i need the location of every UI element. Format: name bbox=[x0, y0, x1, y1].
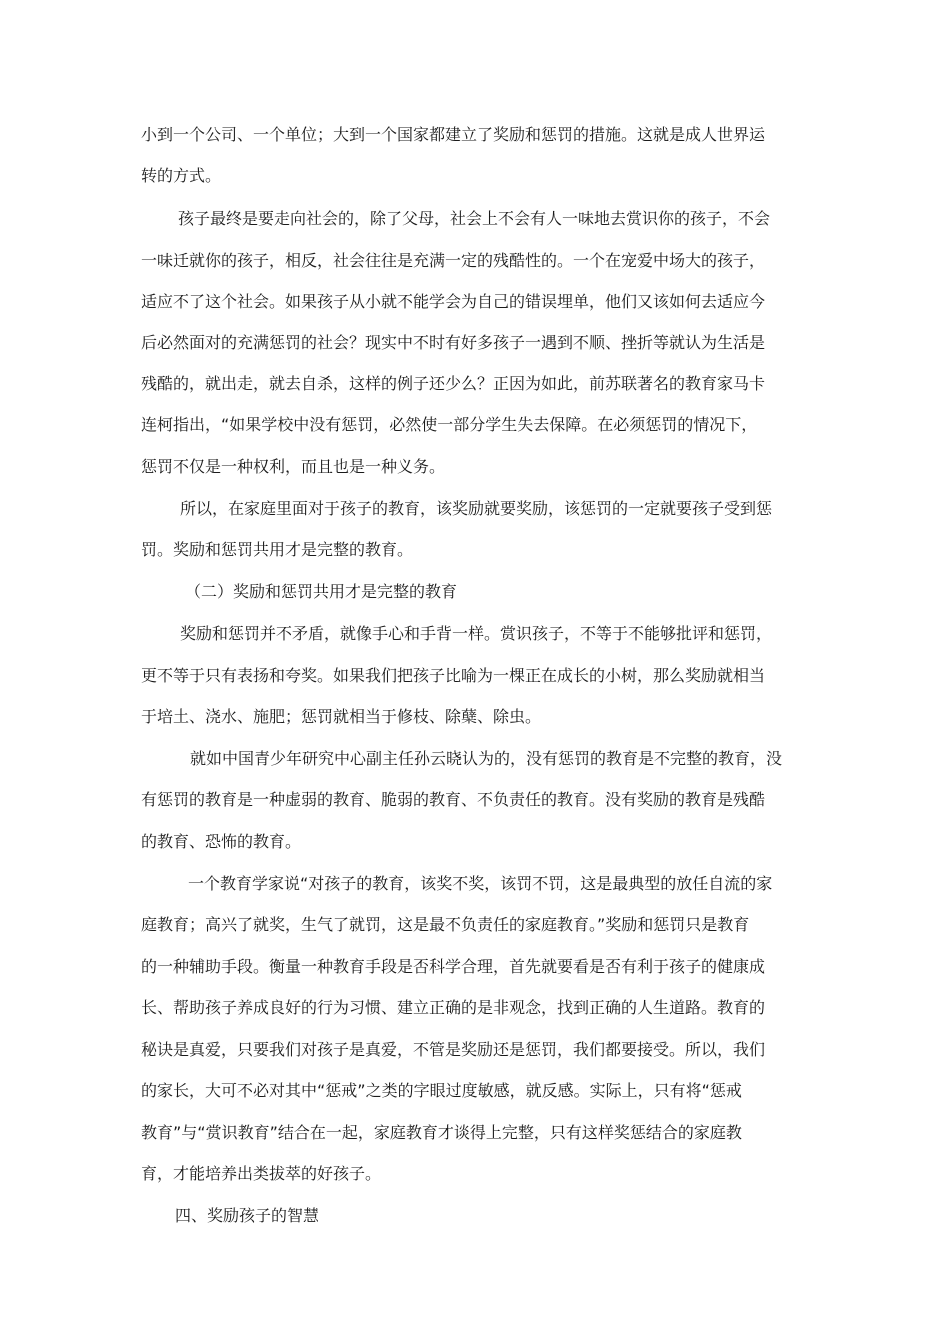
text-line: 庭教育；高兴了就奖，生气了就罚，这是最不负责任的家庭教育。”奖励和惩罚只是教育 bbox=[141, 915, 750, 934]
text-line: 小到一个公司、一个单位；大到一个国家都建立了奖励和惩罚的措施。这就是成人世界运 bbox=[141, 125, 766, 144]
text-line: 罚。奖励和惩罚共用才是完整的教育。 bbox=[141, 540, 414, 559]
text-line: 适应不了这个社会。如果孩子从小就不能学会为自己的错误埋单，他们又该如何去适应今 bbox=[141, 292, 766, 311]
text-line: 一个教育学家说“对孩子的教育，该奖不奖，该罚不罚，这是最典型的放任自流的家 bbox=[188, 874, 773, 893]
text-line: 连柯指出，“如果学校中没有惩罚，必然使一部分学生失去保障。在必须惩罚的情况下， bbox=[141, 415, 758, 434]
section-heading: 四、奖励孩子的智慧 bbox=[175, 1206, 320, 1225]
text-line: 的家长，大可不必对其中“惩戒”之类的字眼过度敏感，就反感。实际上，只有将“惩戒 bbox=[141, 1081, 742, 1100]
text-line: 长、帮助孩子养成良好的行为习惯、建立正确的是非观念，找到正确的人生道路。教育的 bbox=[141, 998, 766, 1017]
text-line: 更不等于只有表扬和夸奖。如果我们把孩子比喻为一棵正在成长的小树，那么奖励就相当 bbox=[141, 666, 766, 685]
text-line: 惩罚不仅是一种权利，而且也是一种义务。 bbox=[141, 457, 446, 476]
section-heading: （二）奖励和惩罚共用才是完整的教育 bbox=[185, 582, 458, 601]
text-line: 育，才能培养出类拔萃的好孩子。 bbox=[141, 1164, 382, 1183]
text-line: 教育”与“赏识教育”结合在一起，家庭教育才谈得上完整，只有这样奖惩结合的家庭教 bbox=[141, 1123, 742, 1142]
text-line: 一味迁就你的孩子，相反，社会往往是充满一定的残酷性的。一个在宠爱中场大的孩子， bbox=[141, 251, 766, 270]
text-line: 的教育、恐怖的教育。 bbox=[141, 832, 302, 851]
text-line: 于培土、浇水、施肥；惩罚就相当于修枝、除蘖、除虫。 bbox=[141, 707, 542, 726]
text-line: 所以，在家庭里面对于孩子的教育，该奖励就要奖励，该惩罚的一定就要孩子受到惩 bbox=[180, 499, 773, 518]
text-line: 转的方式。 bbox=[141, 166, 222, 185]
text-line: 就如中国青少年研究中心副主任孙云晓认为的，没有惩罚的教育是不完整的教育，没 bbox=[190, 749, 783, 768]
text-line: 残酷的，就出走，就去自杀，这样的例子还少么？正因为如此，前苏联著名的教育家马卡 bbox=[141, 374, 766, 393]
text-line: 秘诀是真爱，只要我们对孩子是真爱，不管是奖励还是惩罚，我们都要接受。所以，我们 bbox=[141, 1040, 766, 1059]
text-line: 的一种辅助手段。衡量一种教育手段是否科学合理，首先就要看是否有利于孩子的健康成 bbox=[141, 957, 766, 976]
text-line: 后必然面对的充满惩罚的社会？现实中不时有好多孩子一遇到不顺、挫折等就认为生活是 bbox=[141, 333, 766, 352]
text-line: 有惩罚的教育是一种虚弱的教育、脆弱的教育、不负责任的教育。没有奖励的教育是残酷 bbox=[141, 790, 766, 809]
text-line: 孩子最终是要走向社会的，除了父母，社会上不会有人一味地去赏识你的孩子，不会 bbox=[178, 209, 771, 228]
text-line: 奖励和惩罚并不矛盾，就像手心和手背一样。赏识孩子，不等于不能够批评和惩罚， bbox=[180, 624, 773, 643]
